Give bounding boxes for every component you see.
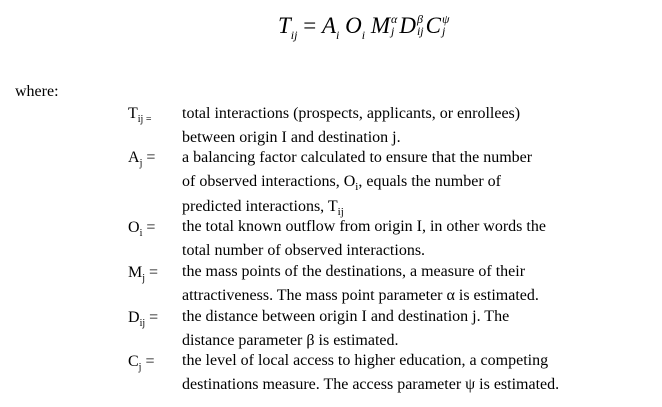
term-symbol: C (128, 353, 139, 370)
term-equals: = (142, 149, 156, 166)
term-equals: = (142, 219, 156, 236)
desc-line: the level of local access to higher education, a competing (182, 352, 549, 369)
formula-equals: = (297, 13, 322, 38)
formula-c: C (425, 13, 441, 38)
where-label: where: (15, 83, 59, 100)
term-sub: j (139, 158, 143, 169)
desc-a-j (182, 146, 532, 221)
term-c-j (128, 352, 154, 373)
desc-line: distance parameter β is estimated. (182, 331, 399, 349)
formula-t-sub: ij (290, 28, 298, 42)
formula-c-sup: ψ (441, 11, 450, 26)
term-a-j (128, 148, 155, 169)
formula-d-sup: β (416, 11, 423, 26)
desc-d-ij (182, 305, 509, 352)
term-m-j (128, 263, 158, 284)
desc-inline-sub: ij (337, 206, 344, 218)
term-symbol: A (128, 149, 140, 166)
term-t-ij (128, 104, 151, 125)
desc-line: a balancing factor calculated to ensure that the number (182, 149, 533, 166)
term-sub: ij (137, 114, 144, 125)
term-equals: = (145, 309, 159, 326)
desc-line: destinations measure. The access parameter ψ is estimated. (182, 375, 560, 393)
desc-inline-sub: i (355, 180, 359, 193)
desc-o-i (182, 215, 546, 262)
desc-line: the mass points of the destinations, a measure of their (182, 263, 526, 280)
formula-a: A (321, 13, 337, 38)
formula-m-sub: j (391, 23, 395, 38)
formula-o: O (345, 13, 362, 38)
desc-text: , equals the number of (358, 172, 501, 190)
term-o-i (128, 218, 155, 239)
formula-m: M (370, 13, 390, 38)
desc-m-j (182, 260, 539, 307)
desc-line: between origin I and destination j. (182, 128, 401, 146)
desc-t-ij (182, 102, 520, 149)
desc-text: of observed interactions, O (182, 172, 356, 190)
term-symbol: O (128, 219, 140, 236)
formula-c-sub: j (441, 23, 446, 38)
desc-c-j (182, 349, 559, 396)
formula-d: D (399, 13, 416, 38)
term-d-ij (128, 308, 158, 329)
term-sub: j (142, 273, 146, 284)
desc-line: total number of observed interactions. (182, 241, 426, 259)
term-symbol: M (128, 264, 143, 281)
term-equals: = (145, 264, 159, 281)
desc-text: predicted interactions, T (182, 198, 338, 215)
desc-line: the total known outflow from origin I, in other words the (182, 218, 546, 235)
desc-line: the distance between origin I and destination j. The (182, 308, 510, 325)
desc-line: attractiveness. The mass point parameter α is estimated. (182, 286, 539, 304)
formula-a-sub: i (336, 28, 340, 42)
formula-d-sub: ij (416, 23, 424, 38)
formula-t: T (278, 13, 291, 38)
desc-line (182, 170, 532, 196)
term-equals: = (141, 353, 155, 370)
term-symbol: T (128, 105, 138, 122)
formula-o-sub: i (361, 28, 366, 42)
desc-line: total interactions (prospects, applicants, or enrollees) (182, 105, 521, 122)
term-symbol: D (128, 309, 140, 326)
formula-m-sup: α (391, 11, 398, 26)
term-sub: ij (139, 318, 146, 329)
term-sub: i (139, 228, 143, 239)
term-sub: j (138, 362, 142, 373)
term-equals: = (143, 114, 152, 125)
